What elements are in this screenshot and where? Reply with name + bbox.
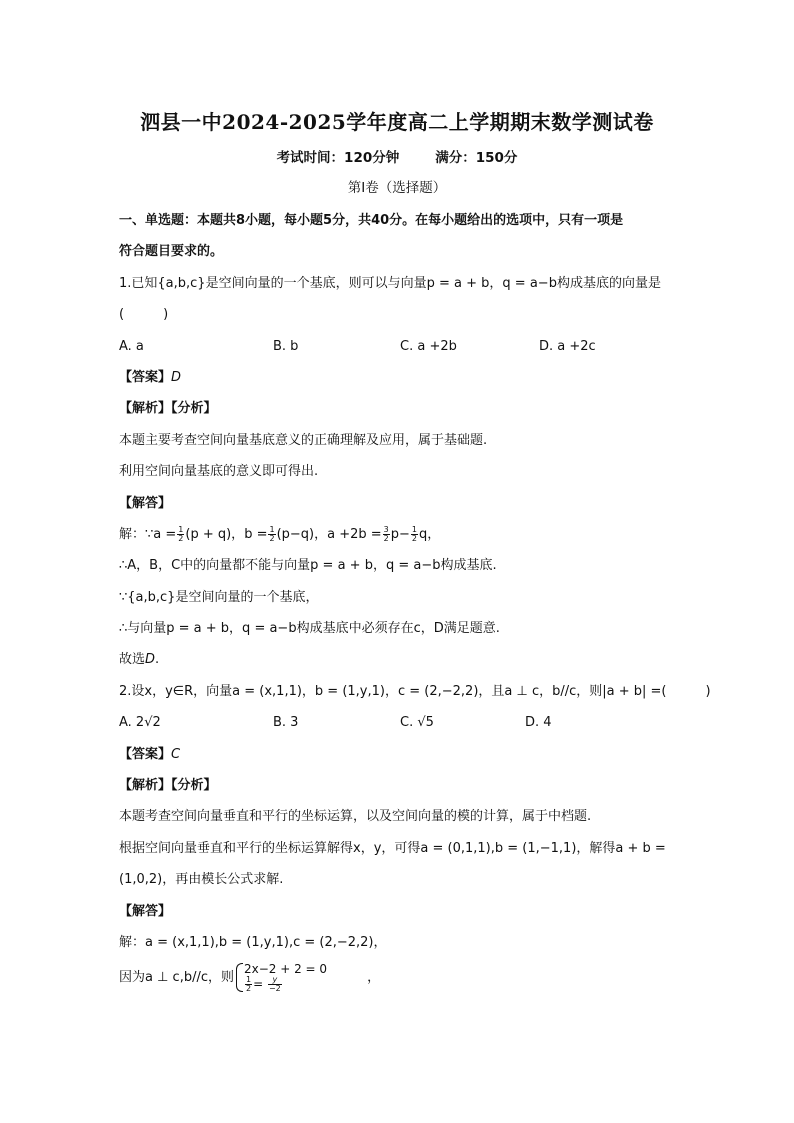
q2-solution-1: 解：a = (x,1,1),b = (1,y,1),c = (2,−2,2)， xyxy=(119,934,387,950)
q2-sol2-prefix: 因为a ⊥ c,b//c，则 xyxy=(119,970,234,986)
q2-sol2-comma: ， xyxy=(367,970,381,986)
q2-option-b: B. 3 xyxy=(273,715,299,731)
exam-meta xyxy=(0,146,794,166)
q2-analysis-2: 根据空间向量垂直和平行的坐标运算解得x，y，可得a = (0,1,1),b = (1,−1,1)，解得a + b = xyxy=(119,840,666,856)
exam-content xyxy=(119,205,711,998)
frac-den: 2 xyxy=(246,984,252,994)
q2-analysis-label: 【解析】【分析】 xyxy=(119,778,217,794)
q1-answer-label: 【答案】 xyxy=(119,369,172,385)
system-equals: = xyxy=(253,977,267,992)
q2-answer-label: 【答案】 xyxy=(119,746,172,762)
q1-option-c: C. a +2b xyxy=(400,338,457,354)
q1-sol5-prefix: 故选 xyxy=(119,652,146,668)
q1-sol1-f: p− xyxy=(390,526,410,542)
q1-sol5-answer: D xyxy=(145,652,156,668)
q1-answer-value: D xyxy=(171,369,182,385)
q1-sol1-c: b = xyxy=(244,526,268,542)
q1-analysis-2: 利用空间向量基底的意义即可得出. xyxy=(119,464,319,480)
fraction-three-half xyxy=(383,526,390,543)
q1-basis-set: {a,b,c} xyxy=(157,275,206,291)
q1-solution-5 xyxy=(119,644,679,675)
q1-option-b: B. b xyxy=(273,338,299,354)
q1-sol1-e: a +2b = xyxy=(327,526,382,542)
q1-analysis-1: 本题主要考查空间向量基底意义的正确理解及应用，属于基础题. xyxy=(119,432,488,448)
q1-analysis-label: 【解析】【分析】 xyxy=(119,401,217,417)
question-1-options xyxy=(119,331,679,362)
section-instructions-line1: 一、单选题：本题共8小题，每小题5分，共40分。在每小题给出的选项中，只有一项是 xyxy=(119,213,624,228)
q2-analysis-1: 本题考查空间向量垂直和平行的坐标运算，以及空间向量的模的计算，属于中档题. xyxy=(119,809,592,825)
exam-score: 满分：150分 xyxy=(435,150,518,166)
question-1-stem xyxy=(119,268,679,299)
frac-num: 1 xyxy=(178,524,184,534)
q2-option-d: D. 4 xyxy=(525,715,552,731)
frac-den: 2 xyxy=(269,533,275,543)
fraction-half xyxy=(177,526,184,543)
frac-num: 3 xyxy=(383,524,389,534)
q1-sol1-prefix: 解：∵ xyxy=(119,526,154,542)
q1-solution-3: ∵{a,b,c}是空间向量的一个基底， xyxy=(119,589,319,605)
frac-num: 1 xyxy=(411,524,417,534)
q1-stem-middle: 是空间向量的一个基底，则可以与向量 xyxy=(205,275,427,291)
q1-option-d: D. a +2c xyxy=(539,338,596,354)
frac-num: 1 xyxy=(246,975,252,985)
fraction-y xyxy=(268,976,282,993)
frac-num: y xyxy=(268,976,282,985)
question-2-options xyxy=(119,707,679,738)
q1-option-a: A. a xyxy=(119,338,144,354)
q2-option-a: A. 2√2 xyxy=(119,715,161,731)
q2-answer-value: C xyxy=(171,746,181,762)
frac-den: 2 xyxy=(383,533,389,543)
q1-sol1-d: (p−q)， xyxy=(276,526,328,542)
q1-separator: ， xyxy=(489,275,503,291)
frac-den: 2 xyxy=(178,533,184,543)
q1-sol1-b: (p + q)， xyxy=(185,526,245,542)
question-1-paren: ( ) xyxy=(119,307,169,323)
q1-stem-end: 构成基底的向量是 xyxy=(556,275,661,291)
section-instructions-line2: 符合题目要求的。 xyxy=(119,244,224,260)
system-row-2 xyxy=(244,976,327,993)
frac-den: 2 xyxy=(411,533,417,543)
q1-stem-prefix: 1.已知 xyxy=(119,275,158,291)
q2-solution-2 xyxy=(119,958,679,998)
q1-solution-4: ∴与向量p = a + b，q = a−b构成基底中必须存在c，D满足题意. xyxy=(119,621,500,637)
question-2-stem: 2.设x，y∈R，向量a = (x,1,1)，b = (1,y,1)，c = (2,−2,2)，且a ⊥ c，b//c，则|a + b| =( ) xyxy=(119,683,711,699)
equation-system xyxy=(234,962,327,993)
fraction-half xyxy=(245,976,252,993)
q1-solution-2: ∴A，B，C中的向量都不能与向量p = a + b，q = a−b构成基底. xyxy=(119,558,497,574)
system-row-1: 2x−2 + 2 = 0 xyxy=(244,962,328,977)
q1-vector-p: p = a + b xyxy=(426,275,490,291)
q1-vector-q: q = a−b xyxy=(502,275,557,291)
q2-answer xyxy=(119,739,679,770)
q1-sol1-g: q， xyxy=(419,526,441,542)
frac-num: 1 xyxy=(269,524,275,534)
q1-solve-label: 【解答】 xyxy=(119,495,172,511)
fraction-half xyxy=(268,526,275,543)
q1-solution-1 xyxy=(119,519,679,550)
q1-sol5-period: . xyxy=(155,652,160,668)
q2-option-c: C. √5 xyxy=(400,715,434,731)
fraction-half xyxy=(411,526,418,543)
frac-den: −2 xyxy=(268,984,281,994)
volume-heading: 第Ⅰ卷（选择题） xyxy=(347,180,447,196)
exam-time: 考试时间：120分钟 xyxy=(276,150,400,166)
exam-title: 泗县一中2024-2025学年度高二上学期期末数学测试卷 xyxy=(140,110,654,134)
q2-analysis-3: (1,0,2)，再由模长公式求解. xyxy=(119,872,284,888)
q1-answer xyxy=(119,362,679,393)
q1-sol1-a: a = xyxy=(153,526,177,542)
q2-solve-label: 【解答】 xyxy=(119,903,172,919)
